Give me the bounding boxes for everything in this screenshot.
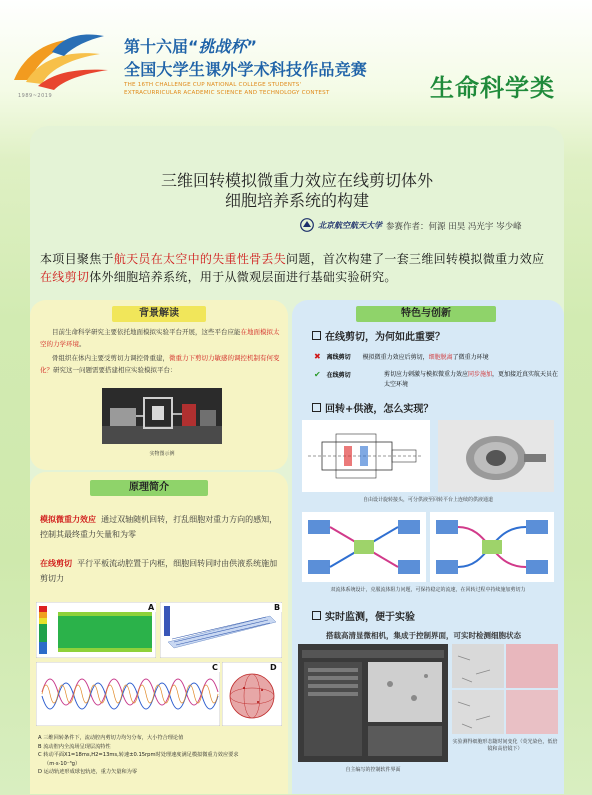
question-2 (312, 400, 433, 415)
title-suffix: ” (246, 37, 258, 56)
online-shear-desc (384, 370, 562, 390)
online-shear-label: 在线剪切 (326, 372, 351, 379)
online-shear-highlight: 同步施加 (468, 371, 493, 378)
poster-title-line1: 三维回转模拟微重力效应在线剪切体外 (160, 171, 433, 190)
panel-label-a: A (148, 603, 155, 612)
online-shear-text-b: ，更加接近真实航天员在太空环境 (384, 371, 559, 388)
simulation-panel-c-chart (36, 662, 220, 726)
principle-item2-text: 平行平板流动腔置于内框，细胞回转同时由供液系统施加剪切力 (40, 559, 278, 583)
bg-highlight-1: 在地面模拟太空的力学环境 (40, 328, 280, 348)
bg-text-e: 研究这一问题需要搭建相应实验模拟平台： (53, 366, 177, 374)
background-para2 (40, 352, 280, 376)
cross-icon: ✖ (314, 352, 321, 361)
figure-legend (38, 734, 284, 777)
bg-text-b: 应能 (227, 328, 241, 336)
title-brush-text: 挑战杯 (198, 37, 247, 56)
background-section (30, 300, 288, 470)
online-shear-text-a: 剪切应力刺激与模拟微重力效应 (384, 371, 469, 378)
offline-shear-text-a: 模拟微重力效应后剪切， (362, 354, 429, 361)
features-heading: 特色与创新 (356, 306, 496, 322)
question-1 (312, 328, 445, 343)
legend-item-d: D 运动轨迹形成球包轨迹，重力矢量和为零 (38, 769, 138, 776)
university-logo-icon (300, 218, 314, 232)
features-section (292, 300, 564, 794)
category-label: 生命科学类 (430, 74, 555, 102)
software-caption: 自主编写的控制软件界面 (345, 767, 401, 773)
panel-label-d: D (270, 663, 277, 672)
contest-title-line2: 全国大学生课外学术科技作品竞赛 (124, 60, 368, 79)
contest-title-line1 (124, 34, 257, 57)
offline-shear-highlight: 细胞脱离 (428, 354, 453, 361)
rotary-joint-drawing (302, 420, 430, 492)
bg-text-a: 目前生命科学研究主要依托地面模拟实验平台开展，这些平台 (52, 328, 228, 336)
bg-highlight-3: 的调控机制有何变化？ (40, 354, 280, 374)
challenge-cup-logo (8, 30, 118, 94)
bg-text-d: 骨组织在体内主要受剪切力调控骨重建， (52, 354, 169, 362)
principle-item1-label: 模拟微重力效应 (40, 515, 96, 524)
question-1-text: 在线剪切，为何如此重要？ (325, 332, 445, 343)
authors: 参赛作者：何源 田昊 冯光宇 岑少峰 (386, 222, 522, 232)
principle-item1 (40, 512, 282, 542)
title-prefix: 第十六届“ (124, 37, 199, 56)
principle-heading: 原理简介 (90, 480, 208, 496)
panel-label-b: B (274, 603, 281, 612)
dual-fluid-diagram-left (302, 512, 426, 582)
bg-text-c: 。 (79, 340, 86, 348)
principle-item2 (40, 556, 282, 586)
contest-english-line1: THE 16TH CHALLENGE CUP NATIONAL COLLEGE STUDENTS' (124, 82, 302, 88)
intro-highlight-2: 在线剪切 (40, 270, 90, 284)
intro-text-2: 问题，首次构建了一套三维回转模拟微重力效应 (286, 252, 545, 266)
checkbox-square-icon (312, 611, 321, 620)
offline-shear-row (314, 352, 559, 363)
background-para1 (40, 326, 280, 350)
principle-item2-label: 在线剪切 (40, 559, 72, 568)
panel-label-c: C (212, 663, 218, 672)
university-name: 北京航空航天大学 (318, 221, 382, 230)
legend-item-b: B 流动腔内全流场呈现层流特性 (38, 743, 111, 750)
dual-fluid-diagram-right (430, 512, 554, 582)
poster-title-line2: 细胞培养系统的构建 (224, 191, 369, 210)
photo-caption: 实物图示例 (149, 451, 175, 457)
simulation-panel-a (36, 602, 156, 658)
intro-paragraph (40, 250, 556, 286)
check-icon: ✔ (314, 370, 321, 379)
cells-caption: 实验测得细胞形态随时间变化（荧光染色，低倍镜和高倍镜下） (452, 739, 558, 752)
intro-highlight-1: 航天员在太空中的失重性骨丢失 (113, 252, 287, 266)
apparatus-photo (102, 388, 222, 444)
intro-text-1: 本项目聚焦于 (40, 252, 114, 266)
cell-micrographs (452, 644, 558, 734)
device-caption: 自由设计旋转接头，可分供液至回转平台上连续的供液通道 (362, 497, 493, 503)
rotary-joint-photo (438, 420, 554, 492)
checkbox-square-icon (312, 331, 321, 340)
principle-item1-text: 通过双轴随机回转，打乱细胞对重力方向的感知，控制其最终重力矢量和为零 (40, 515, 278, 539)
control-software-screenshot (298, 644, 448, 762)
flow-caption: 双流体系统设计，克服流体阻力问题，可保持稳定的流速，在回转过程中持续施加剪切力 (330, 587, 526, 593)
monitor-text: 搭载高清显微相机，集成于控制界面，可实时检测细胞状态 (326, 631, 521, 640)
checkbox-square-icon (312, 403, 321, 412)
bg-highlight-2: 微重力下剪切力敏感 (169, 354, 228, 362)
question-2-text: 回转+供液，怎么实现？ (325, 404, 434, 415)
offline-shear-label: 离线剪切 (326, 354, 351, 361)
offline-shear-text-b: 了微重力环境 (452, 354, 489, 361)
legend-item-a: A 三维回转条件下，流动腔内剪切力均匀分布，大小符合理论值 (38, 735, 184, 741)
logo-years: 1989~2019 (18, 93, 53, 99)
principle-section (30, 472, 288, 794)
background-heading: 背景解读 (112, 306, 206, 322)
question-3-text: 实时监测，便于实验 (325, 612, 415, 623)
simulation-panel-b (160, 602, 282, 658)
legend-item-c-unit: （m·s·10⁻³g） (44, 760, 81, 767)
contest-english-line2: EXTRACURRICULAR ACADEMIC SCIENCE AND TECHNOLOGY CONTEST (124, 90, 330, 96)
legend-item-c: C 转动平面X1=18ms,H2=13ms,转速±0.15rpm时处理速度满足模拟微重力效应要求 (38, 752, 239, 759)
intro-text-3: 体外细胞培养系统，用于从微观层面进行基础实验研究。 (89, 270, 397, 284)
question-3 (312, 608, 415, 623)
